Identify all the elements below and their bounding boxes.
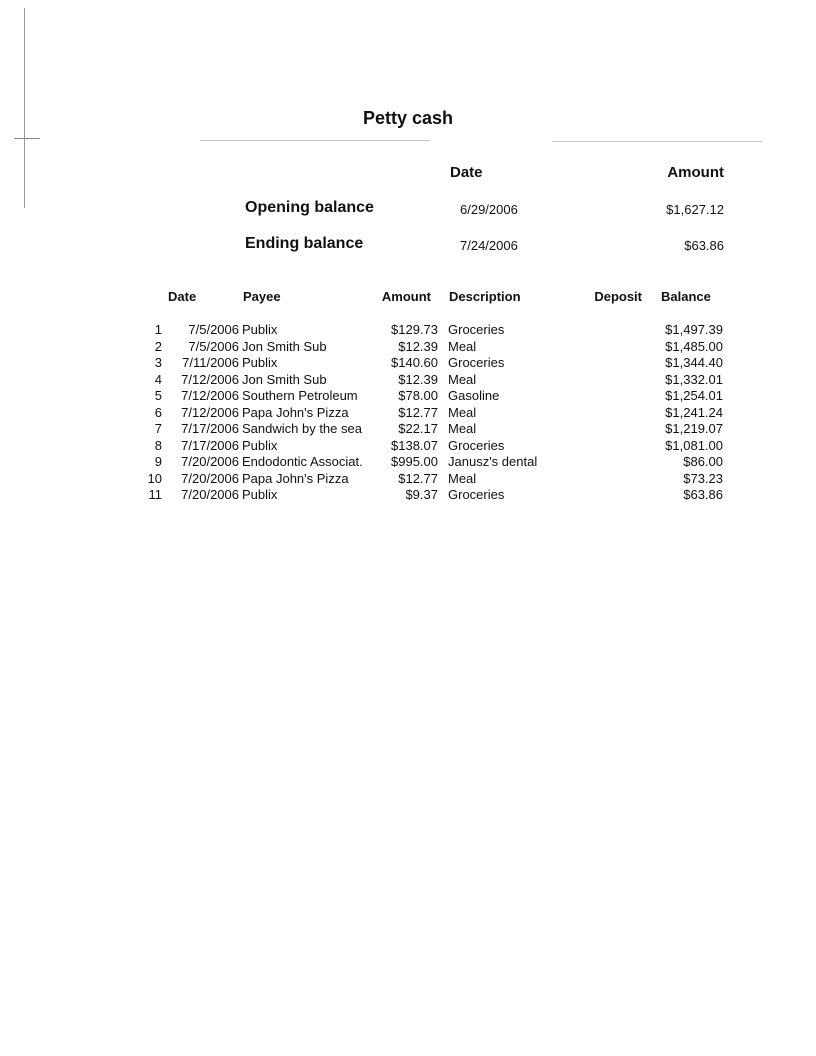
row-amount: $995.00 [391,454,438,469]
row-balance: $1,485.00 [665,338,723,354]
row-description: Gasoline [448,388,500,403]
table-row [0,405,816,422]
ending-balance-label: Ending balance [245,235,364,252]
row-amount: $12.39 [398,371,438,387]
summary-amount-header: Amount [667,164,724,181]
column-header-deposit: Deposit [594,289,642,304]
row-balance: $73.23 [683,470,723,486]
row-amount: $138.07 [391,437,438,453]
row-amount: $12.77 [398,470,438,486]
row-balance: $1,497.39 [665,322,723,337]
row-payee: Papa John's Pizza [242,470,349,486]
row-amount: $12.39 [398,338,438,354]
row-date: 7/12/2006 [181,371,239,387]
table-row [0,372,816,389]
row-number: 2 [154,338,162,354]
ledger-table [0,289,816,502]
table-row [0,471,816,488]
row-description: Meal [448,404,477,420]
scan-artifact-rule [200,140,430,141]
ending-balance-date: 7/24/2006 [460,238,518,253]
column-header-payee: Payee [243,289,281,304]
row-number: 9 [154,454,162,469]
row-number: 8 [154,437,162,453]
table-row [0,454,816,471]
opening-balance-label: Opening balance [245,199,374,216]
row-date: 7/5/2006 [188,322,239,337]
row-description: Groceries [448,355,505,370]
table-row [0,322,816,339]
row-date: 7/17/2006 [181,421,239,436]
opening-balance-row [0,199,816,221]
row-date: 7/20/2006 [181,470,239,486]
row-balance: $1,219.07 [665,421,723,436]
row-payee: Endodontic Associat. [242,454,363,469]
row-description: Meal [448,470,477,486]
ledger-header-row [0,289,816,307]
row-number: 7 [154,421,162,436]
table-row [0,339,816,356]
table-row [0,355,816,372]
ledger-rows [0,322,816,504]
row-payee: Publix [242,355,278,370]
row-balance: $1,332.01 [665,371,723,387]
row-balance: $1,344.40 [665,355,723,370]
row-number: 4 [154,371,162,387]
column-header-balance: Balance [661,289,711,304]
row-balance: $1,254.01 [665,388,723,403]
column-header-date: Date [168,289,197,304]
row-date: 7/5/2006 [188,338,239,354]
table-row [0,438,816,455]
opening-balance-date: 6/29/2006 [460,202,518,217]
scan-artifact-tick [14,138,40,139]
row-date: 7/20/2006 [181,487,239,502]
summary-date-header: Date [450,164,483,181]
row-payee: Jon Smith Sub [242,338,327,354]
ending-balance-row [0,235,816,257]
row-amount: $12.77 [398,404,438,420]
row-number: 6 [154,404,162,420]
ending-balance-amount: $63.86 [684,238,724,253]
row-date: 7/12/2006 [181,404,239,420]
scan-artifact-rule [552,141,762,142]
table-row [0,421,816,438]
row-amount: $78.00 [398,388,438,403]
row-payee: Jon Smith Sub [242,371,327,387]
row-payee: Publix [242,437,278,453]
row-number: 1 [154,322,162,337]
row-balance: $63.86 [683,487,723,502]
row-number: 3 [154,355,162,370]
row-number: 11 [148,487,162,502]
opening-balance-amount: $1,627.12 [666,202,724,217]
row-amount: $22.17 [398,421,438,436]
row-number: 10 [147,470,162,486]
table-row [0,388,816,405]
column-header-description: Description [449,289,521,304]
row-date: 7/17/2006 [181,437,239,453]
row-date: 7/11/2006 [182,355,239,370]
row-amount: $129.73 [391,322,438,337]
row-date: 7/20/2006 [181,454,239,469]
table-row [0,487,816,504]
row-description: Janusz's dental [448,454,538,469]
row-balance: $1,081.00 [665,437,723,453]
row-number: 5 [154,388,162,403]
row-description: Meal [448,371,477,387]
row-balance: $86.00 [683,454,723,469]
row-description: Groceries [448,487,505,502]
row-payee: Southern Petroleum [242,388,358,403]
row-description: Groceries [448,437,505,453]
row-payee: Papa John's Pizza [242,404,349,420]
row-amount: $140.60 [391,355,438,370]
row-payee: Publix [242,322,278,337]
row-date: 7/12/2006 [181,388,239,403]
row-payee: Sandwich by the sea [242,421,362,436]
row-amount: $9.37 [405,487,438,502]
row-description: Meal [448,421,477,436]
row-balance: $1,241.24 [665,404,723,420]
page-title: Petty cash [362,108,454,128]
row-description: Meal [448,338,477,354]
column-header-amount: Amount [381,289,431,304]
row-description: Groceries [448,322,505,337]
row-payee: Publix [242,487,278,502]
